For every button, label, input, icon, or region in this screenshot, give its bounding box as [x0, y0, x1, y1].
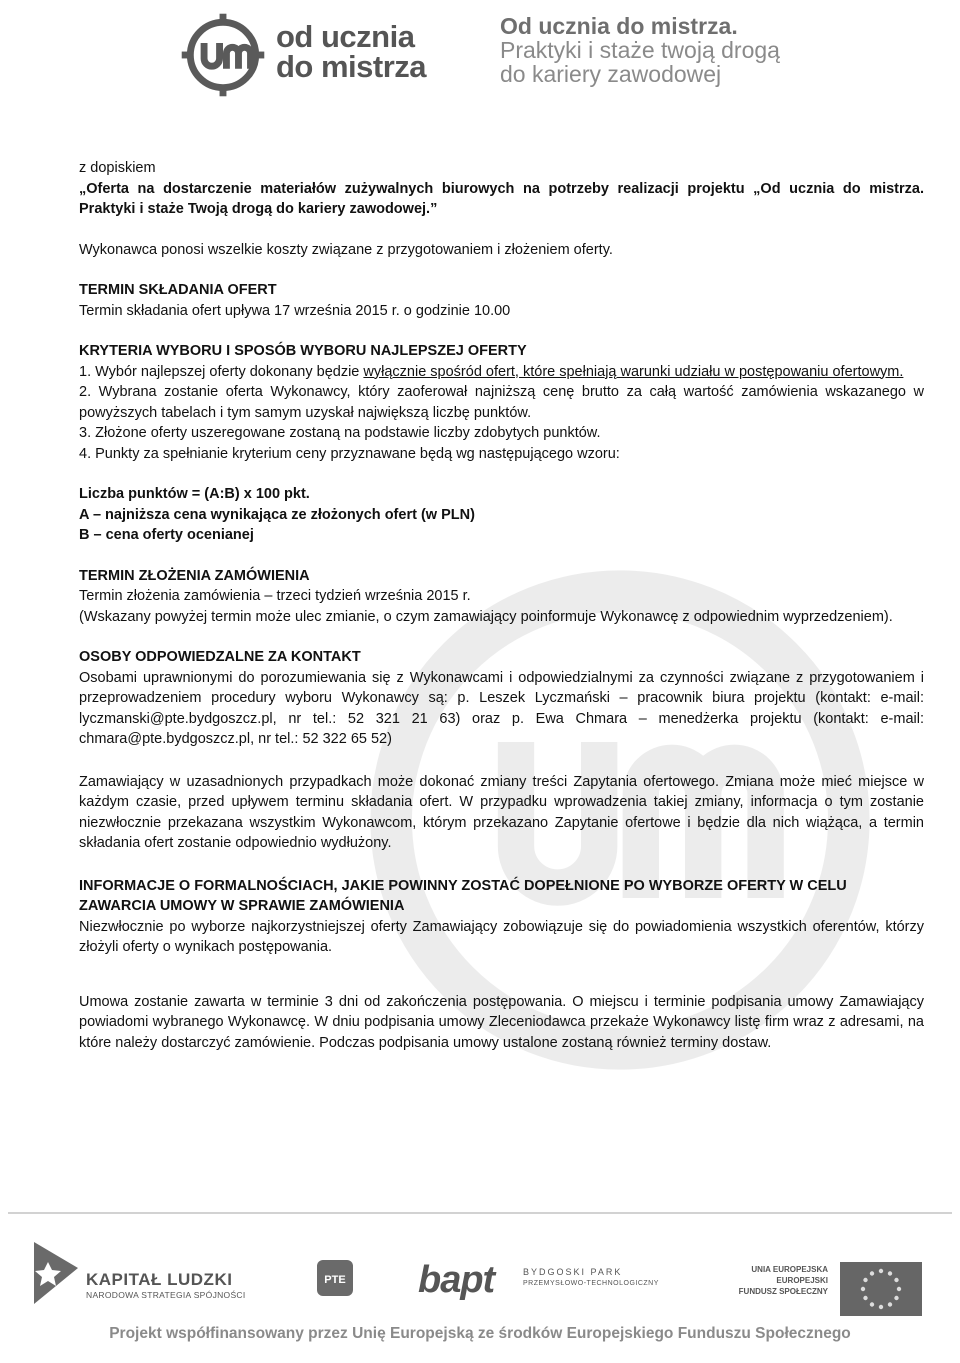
page-header	[0, 0, 960, 120]
um-logo-icon	[180, 12, 266, 98]
tagline-line-2: Praktyki i staże twoją drogą	[500, 37, 780, 63]
tagline-line-3: do kariery zawodowej	[500, 61, 722, 87]
criteria-item-4: 4. Punkty za spełnianie kryterium ceny przyznawane będą wg następującego wzoru:	[79, 445, 620, 462]
pte-label: PTE	[324, 1274, 346, 1286]
criteria-item-2: 2. Wybrana zostanie oferta Wykonawcy, który zaoferował najniższą cenę brutto za całą wartość zamówienia wskazanego w powyższych tabelach i tym samym uzyskał największą liczbę punktów.	[79, 384, 924, 421]
contacts-text: Osobami uprawnionymi do porozumiewania się z Wykonawcami i odpowiedzialnymi za czynności związane z przygotowaniem i przeprowadzeniem procedury wyboru Wykonawcy są: p. Leszek Lyczmański – pracownik biura projektu (kontakt: e-mail: lyczmanski@pte.bydgoszcz.pl, nr tel.: 52 321 21 63) oraz p. Ewa Chmara – menedżerka projektu (kontakt: e-mail: chmara@pte.bydgoszcz.pl, nr tel.: 52 322 65 52)	[79, 669, 924, 747]
eu-line-3: FUNDUSZ SPOŁECZNY	[738, 1287, 828, 1296]
formula-b-definition: B – cena oferty ocenianej	[79, 527, 254, 543]
kapital-ludzki-logo	[28, 1240, 248, 1310]
pte-seal-icon	[315, 1258, 355, 1298]
eu-line-2: EUROPEJSKI	[776, 1276, 828, 1285]
order-deadline-note: (Wskazany powyżej termin może ulec zmianie, o czym zamawiający poinformuje Wykonawcę z odpowiednim wyprzedzeniem).	[79, 608, 893, 625]
offer-title: „Oferta na dostarczenie materiałów zużywalnych biurowych na potrzeby realizacji projektu „Od ucznia do mistrza. Praktyki i staże Twoją drogą do kariery zawodowej.”	[79, 180, 924, 217]
contract-paragraph: Umowa zostanie zawarta w terminie 3 dni od zakończenia postępowania. O miejscu i terminie podpisania umowy Zamawiający powiadomi wybranego Wykonawcę. W dniu podpisania umowy Zleceniodawca przekaże Wykonawcy listę firm wraz z adresami, na które należy dostarczyć zamówienie. Podczas podpisania umowy ustalone zostaną również terminy dostaw.	[79, 993, 924, 1051]
cofinancing-note: Projekt współfinansowany przez Unię Europejską ze środków Europejskiego Funduszu Społecznego	[109, 1325, 851, 1342]
contacts-heading: OSOBY ODPOWIEDZALNE ZA KONTAKT	[79, 649, 361, 665]
kl-title: KAPITAŁ LUDZKI	[86, 1270, 233, 1289]
formalities-heading: INFORMACJE O FORMALNOŚCIACH, JAKIE POWINNY ZOSTAĆ DOPEŁNIONE PO WYBORZE OFERTY W CELU ZAWARCIA UMOWY W SPRAWIE ZAMÓWIENIA	[79, 877, 847, 914]
criteria-1-prefix: 1. Wybór najlepszej oferty dokonany będzie	[79, 363, 364, 380]
document-body	[79, 158, 924, 1053]
tagline-line-1: Od ucznia do mistrza.	[500, 13, 738, 39]
eu-flag-icon	[840, 1262, 922, 1316]
formula-a-definition: A – najniższa cena wynikająca ze złożonych ofert (w PLN)	[79, 506, 475, 523]
criteria-heading: KRYTERIA WYBORU I SPOSÓB WYBORU NAJLEPSZEJ OFERTY	[79, 343, 527, 359]
formula-line: Liczba punktów = (A:B) x 100 pkt.	[79, 486, 310, 502]
bapt-wordmark: bapt	[418, 1259, 495, 1301]
eu-logo	[736, 1262, 946, 1312]
formalities-text: Niezwłocznie po wyborze najkorzystniejszej oferty Zamawiający zobowiązuje się do powiadomienia wszystkich oferentów, którzy złożyli oferty o wynikach postępowania.	[79, 918, 924, 955]
kl-subtitle: NARODOWA STRATEGIA SPÓJNOŚCI	[86, 1290, 246, 1300]
deadline-heading: TERMIN SKŁADANIA OFERT	[79, 282, 277, 298]
deadline-text: Termin składania ofert upływa 17 września 2015 r. o godzinie 10.00	[79, 302, 511, 319]
criteria-item-3: 3. Złożone oferty uszeregowane zostaną na podstawie liczby zdobytych punktów.	[79, 425, 601, 441]
order-deadline-heading: TERMIN ZŁOŻENIA ZAMÓWIENIA	[79, 567, 310, 584]
bapt-logo	[418, 1259, 659, 1301]
logo-wordmark	[276, 19, 427, 84]
logo-line-1: od ucznia	[276, 19, 415, 54]
costs-paragraph: Wykonawca ponosi wszelkie koszty związane z przygotowaniem i złożeniem oferty.	[79, 241, 613, 258]
project-tagline	[500, 14, 780, 86]
footer-divider	[8, 1212, 952, 1214]
changes-paragraph: Zamawiający w uzasadnionych przypadkach może dokonać zmiany treści Zapytania ofertowego. Zmiana może mieć miejsce w każdym czasie, przed upływem terminu składania ofert. W przypadku wprowadzenia takiej zmiany, informacja o tym zostanie niezwłocznie przekazana wszystkim Wykonawcom, którym przekazano Zapytanie ofertowe i będzie dla nich wiążąca, a termin składania ofert zostanie odpowiednio wydłużony.	[79, 773, 924, 851]
criteria-item-1	[79, 362, 924, 383]
star-flag-icon	[28, 1240, 82, 1306]
criteria-1-underlined: wyłącznie spośród ofert, które spełniają warunki udziału w postępowaniu ofertowym.	[363, 363, 904, 380]
order-deadline-text: Termin złożenia zamówienia – trzeci tydzień września 2015 r.	[79, 588, 471, 604]
footer-logos	[0, 1240, 960, 1320]
eu-line-1: UNIA EUROPEJSKA	[751, 1265, 828, 1274]
bapt-subtitle-1: BYDGOSKI PARK	[523, 1267, 623, 1277]
logo-line-2: do mistrza	[276, 49, 427, 84]
note-label: z dopiskiem	[79, 160, 156, 176]
bapt-subtitle-2: PRZEMYSŁOWO-TECHNOLOGICZNY	[523, 1280, 659, 1287]
project-logo	[180, 8, 430, 103]
